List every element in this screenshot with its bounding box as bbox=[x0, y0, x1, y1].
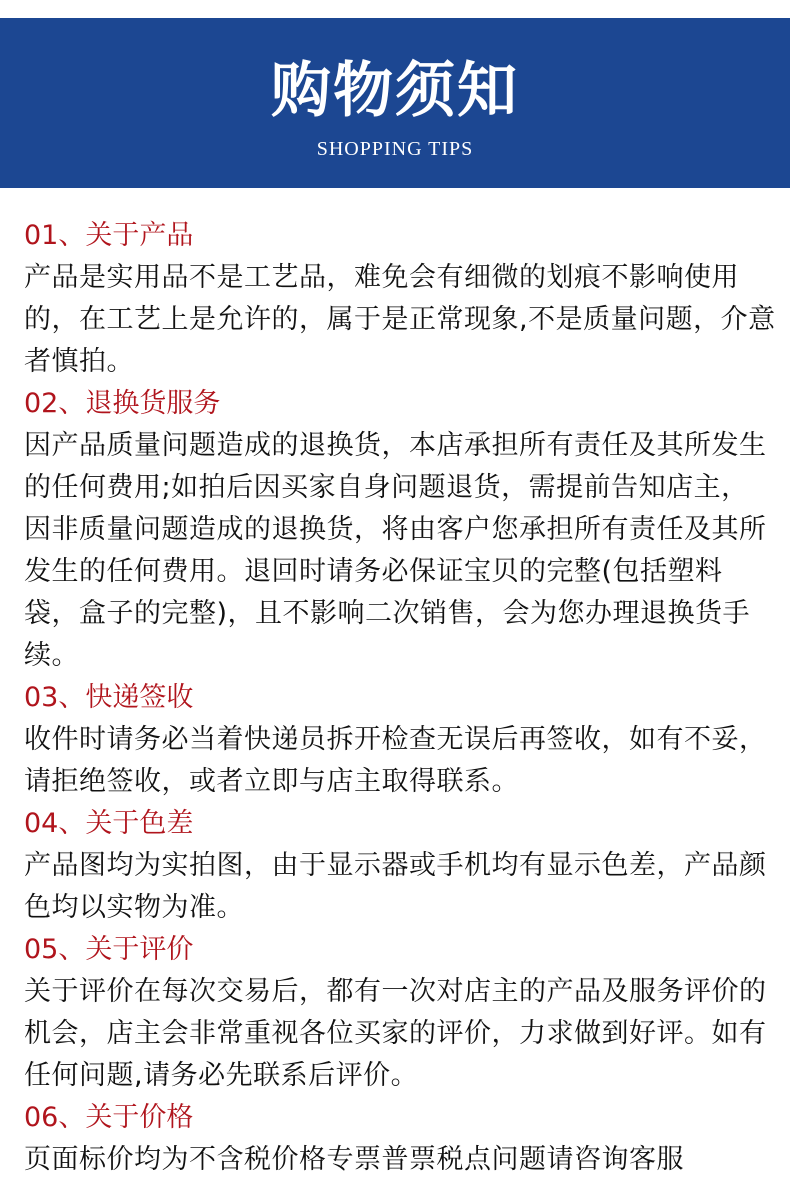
section-body: 关于评价在每次交易后，都有一次对店主的产品及服务评价的机会，店主会非常重视各位买家的评价，力求做到好评。如有任何问题,请务必先联系后评价。 bbox=[24, 976, 767, 1091]
section-heading: 01、关于产品 bbox=[24, 220, 194, 251]
section-about-product bbox=[24, 215, 776, 383]
section-pricing bbox=[24, 1097, 776, 1181]
section-heading: 05、关于评价 bbox=[24, 934, 194, 965]
section-body: 产品图均为实拍图，由于显示器或手机均有显示色差，产品颜色均以实物为准。 bbox=[24, 850, 767, 923]
section-body: 产品是实用品不是工艺品，难免会有细微的划痕不影响使用的，在工艺上是允许的，属于是正常现象,不是质量问题，介意者慎拍。 bbox=[24, 262, 776, 377]
section-heading: 02、退换货服务 bbox=[24, 388, 221, 419]
section-delivery bbox=[24, 677, 776, 803]
section-heading: 03、快递签收 bbox=[24, 682, 194, 713]
section-reviews bbox=[24, 929, 776, 1097]
section-heading: 04、关于色差 bbox=[24, 808, 194, 839]
section-body: 页面标价均为不含税价格专票普票税点问题请咨询客服 bbox=[24, 1144, 684, 1175]
section-returns bbox=[24, 383, 776, 677]
tips-content bbox=[24, 215, 776, 1181]
section-heading: 06、关于价格 bbox=[24, 1102, 194, 1133]
section-color-difference bbox=[24, 803, 776, 929]
page-title: 购物须知 bbox=[271, 56, 519, 126]
header-banner bbox=[0, 18, 790, 188]
page-subtitle: SHOPPING TIPS bbox=[316, 138, 474, 160]
section-body: 因产品质量问题造成的退换货，本店承担所有责任及其所发生的任何费用;如拍后因买家自身问题退货，需提前告知店主，因非质量问题造成的退换货，将由客户您承担所有责任及其所发生的任何费用。退回时请务必保证宝贝的完整(包括塑料袋，盒子的完整)，且不影响二次销售，会为您办理退换货手续。 bbox=[24, 430, 767, 671]
section-body: 收件时请务必当着快递员拆开检查无误后再签收，如有不妥，请拒绝签收，或者立即与店主取得联系。 bbox=[24, 724, 767, 797]
